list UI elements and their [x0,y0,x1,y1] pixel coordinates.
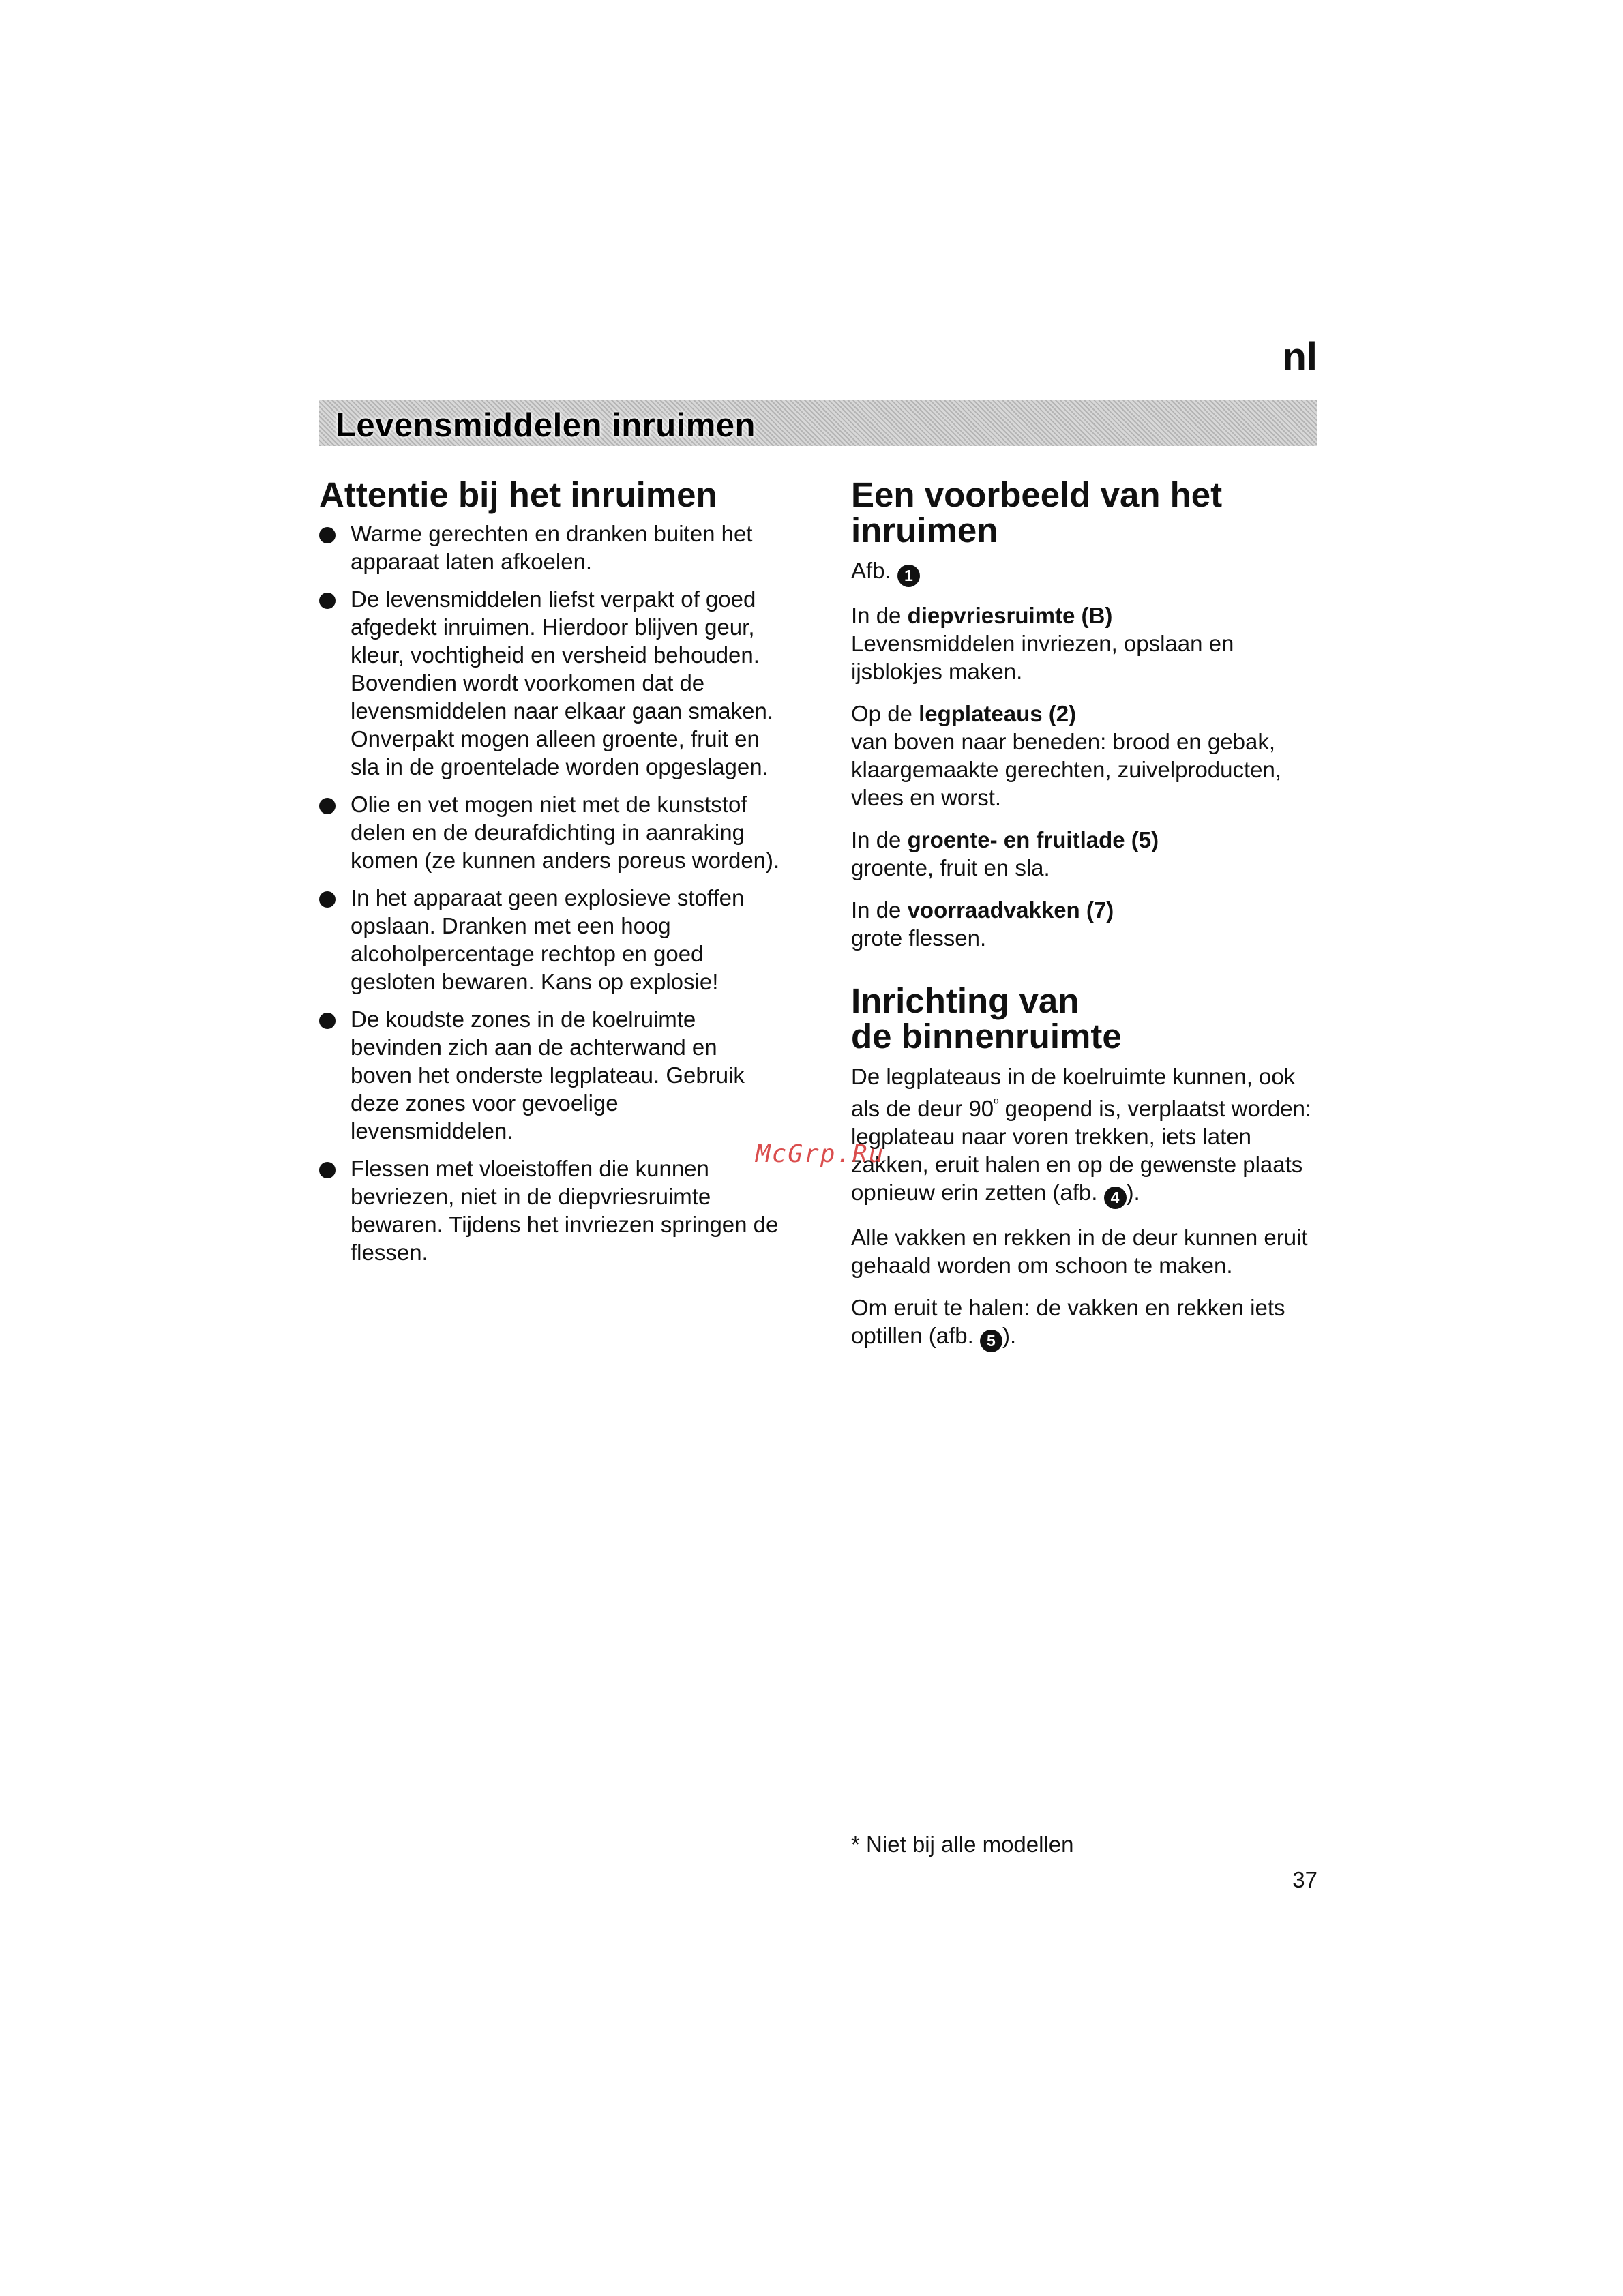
figure-number-badge: 1 [897,565,920,587]
storage-entry: In de groente- en fruitlade (5) groente, fruit en sla. [851,827,1159,881]
list-item: De koudste zones in de koelruimte bevinden zich aan de achterwand en boven het onderste legplateau. Gebruik deze zones voor gevoelige levensmiddelen. [319,1005,783,1145]
list-item: Olie en vet mogen niet met de kunststof delen en de deurafdichting in aanraking komen (ze kunnen anders poreus worden). [319,790,783,874]
page-number: 37 [1292,1867,1317,1892]
left-heading: Attentie bij het inruimen [319,475,717,514]
figure-reference: Afb. 1 [851,556,1322,587]
bullet-icon [319,1013,336,1029]
list-item: In het apparaat geen explosieve stoffen opslaan. Dranken met een hoog alcoholpercentage rechtop en goed gesloten bewaren. Kans op explosie! [319,884,783,996]
bullet-icon [319,1162,336,1178]
door-racks-paragraph: Alle vakken en rekken in de deur kunnen eruit gehaald worden om schoon te maken. [851,1225,1308,1279]
interior-heading: Inrichting van de binnenruimte [851,981,1122,1056]
storage-entry: In de diepvriesruimte (B) Levensmiddelen invriezen, opslaan en ijsblokjes maken. [851,603,1234,685]
footnote: * Niet bij alle modellen [851,1832,1074,1857]
bullet-icon [319,891,336,908]
figure-number-badge: 5 [980,1330,1002,1352]
bullet-icon [319,527,336,543]
storage-entry: Op de legplateaus (2) van boven naar beneden: brood en gebak, klaargemaakte gerechten, zuivelproducten, vlees en worst. [851,701,1282,811]
list-item: De levensmiddelen liefst verpakt of goed afgedekt inruimen. Hierdoor blijven geur, kleur, vochtigheid en versheid behouden. Bovendien wordt voorkomen dat de levensmiddelen naar elkaar gaan smaken. Onverpakt mogen alleen groente, fruit en sla in de groentelade worden opgeslagen. [319,585,783,781]
storage-entry: In de voorraadvakken (7) grote flessen. [851,897,1114,951]
shelves-paragraph: De legplateaus in de koelruimte kunnen, ook als de deur $90^º$ geopend is, verplaatst worden: legplateau naar voren trekken, iets laten zakken, eruit halen en op de gewenste plaats opnieuw erin zetten (afb. 4 ). [851,1062,1322,1209]
list-item: Warme gerechten en dranken buiten het apparaat laten afkoelen. [319,520,783,576]
language-tag: nl [1282,335,1317,379]
left-column [319,477,783,1276]
right-column [851,477,1322,1367]
section-title-banner [319,400,1317,446]
attention-list [319,520,783,1266]
remove-racks-paragraph: Om eruit te halen: de vakken en rekken iets optillen (afb. 5 ). [851,1294,1322,1352]
list-item: Flessen met vloeistoffen die kunnen bevriezen, niet in de diepvriesruimte bewaren. Tijdens het invriezen springen de flessen. [319,1154,783,1266]
bullet-icon [319,798,336,814]
bullet-icon [319,593,336,609]
example-heading: Een voorbeeld van het inruimen [851,475,1223,550]
watermark: McGrp.Ru [756,1140,885,1168]
figure-number-badge: 4 [1104,1187,1127,1209]
section-title: Levensmiddelen inruimen [336,407,756,444]
